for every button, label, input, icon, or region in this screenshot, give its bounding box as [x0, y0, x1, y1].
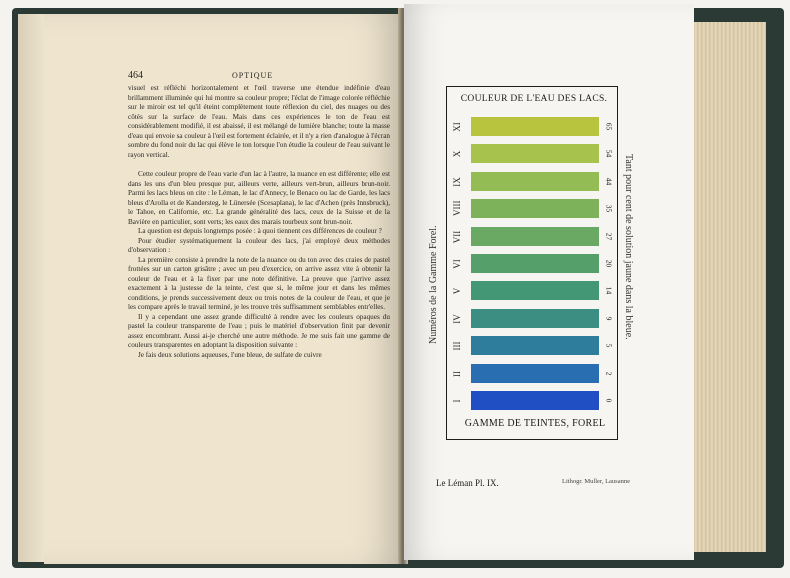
page-number: 464: [128, 70, 143, 81]
percent-label: 20: [604, 259, 614, 268]
forel-number-label: VII: [452, 230, 462, 243]
forel-number-label: VI: [452, 259, 462, 269]
percent-label: 65: [604, 122, 614, 131]
plate-title: COULEUR DE L'EAU DES LACS.: [460, 94, 608, 104]
forel-number-label: III: [452, 341, 462, 351]
percent-label: 54: [604, 150, 614, 158]
running-head: OPTIQUE: [232, 71, 274, 80]
paragraph: visuel est réfléchi horizontalement et l'œil traverse une étendue indéfinie d'eau brillamment illuminée qui lui montre sa couleur propre; l'éclat de l'image colorée réfléchie sur le miroir est tel qu'il éteint complètement toute réflexion du ciel, des nuages ou des côtés sur la surface de l'eau. Mais dans ces expériences le ton de l'eau est considérablement modifié, il est abaissé, il est mélangé de lumière blanche; toute la masse d'eau qui envoie sa couleur à l'œil est fortement éclairée, et il n'y a rien d'analogue à l'écran sombre du fond noir du lac qui élève le ton lorsque l'on étudie la couleur de l'eau suivant le rayon vertical.: [128, 84, 390, 159]
forel-number-label: IV: [452, 314, 462, 324]
forel-number-label: II: [452, 370, 462, 377]
percent-label: 35: [604, 204, 614, 213]
color-swatch: [471, 117, 599, 136]
color-swatch: [471, 391, 599, 410]
color-swatch: [471, 144, 599, 163]
forel-number-label: VIII: [452, 200, 462, 217]
percent-label: 9: [604, 316, 614, 321]
color-swatch: [471, 309, 599, 328]
percent-label: 44: [604, 177, 614, 186]
page-edges-right: [694, 22, 766, 552]
paragraph: Il y a cependant une assez grande difficulté à rendre avec les couleurs opaques du pastel la couleur transparente de l'eau ; puis le matériel d'observation finit par devenir assez encombrant. Aussi ai-je cherché une autre méthode. Je me suis fait une gamme de couleurs transparentes en adoptant la disposition suivante :: [128, 312, 390, 349]
percent-label: 14: [604, 287, 614, 295]
percent-label: 5: [604, 343, 614, 348]
color-swatch: [471, 172, 599, 191]
paragraph: La première consiste à prendre la note de la nuance ou du ton avec des craies de pastel frottées sur un carton grisâtre ; avec un peu d'exercice, on arrive assez vite à obtenir la couleur de l'eau et à la fixer par une note définitive. La preuve que j'arrive assez exactement à la justesse de la teinte, c'est que si, le même jour et dans les mêmes conditions, je prends successivement deux ou trois notes de la couleur de l'eau, et que je les compare après le travail terminé, je les trouve très suffisamment semblables entr'elles.: [128, 255, 390, 311]
color-swatch: [471, 227, 599, 246]
percent-label: 2: [604, 371, 614, 375]
paragraph: La question est depuis longtemps posée : à quoi tiennent ces différences de couleur ?: [138, 227, 382, 235]
paragraph: Pour étudier systématiquement la couleur des lacs, j'ai employé deux méthodes d'observation :: [128, 236, 390, 254]
percent-label: 0: [604, 398, 614, 403]
plate-footer: GAMME DE TEINTES, FOREL: [464, 418, 606, 429]
forel-number-label: XI: [452, 122, 462, 132]
color-swatch: [471, 254, 599, 273]
percent-label: 27: [604, 232, 614, 240]
plate-caption: Le Léman Pl. IX.: [436, 478, 499, 488]
left-vertical-label: Numéros de la Gamme Forel.: [428, 225, 439, 344]
forel-number-label: I: [452, 399, 462, 403]
color-swatch: [471, 364, 599, 383]
paragraph: Cette couleur propre de l'eau varie d'un lac à l'autre, la nuance en est différente; elle est dans les uns d'un bleu presque pur, ailleurs verte, ailleurs vert-brun, ailleurs brun-noir. Parmi les lacs bleus on cite : le Léman, le lac d'Annecy, le Benaco ou lac de Garde, les lacs bleus d'Arolla et de Kandersteg, le Lünersée (Scesaplana), le lac d'Achen (près Innsbruck), le Tahoe, en Californie, etc. La grande généralité des lacs, ceux de la Suisse et de la Bavière en particulier, sont verts; les eaux des marais tourbeux sont brun-noir.: [128, 170, 390, 226]
color-swatch: [471, 281, 599, 300]
paragraph: Je fais deux solutions aqueuses, l'une bleue, de sulfate de cuivre: [138, 350, 322, 359]
body-text: [128, 84, 390, 360]
forel-number-label: V: [452, 288, 462, 295]
forel-number-label: X: [452, 151, 462, 158]
forel-number-label: IX: [452, 177, 462, 187]
color-swatch: [471, 336, 599, 355]
right-vertical-label: Tant pour cent de solution jaune dans la bleue.: [623, 154, 634, 340]
color-swatch: [471, 199, 599, 218]
lithographer-credit: Lithogr. Muller, Lausanne: [562, 478, 630, 485]
